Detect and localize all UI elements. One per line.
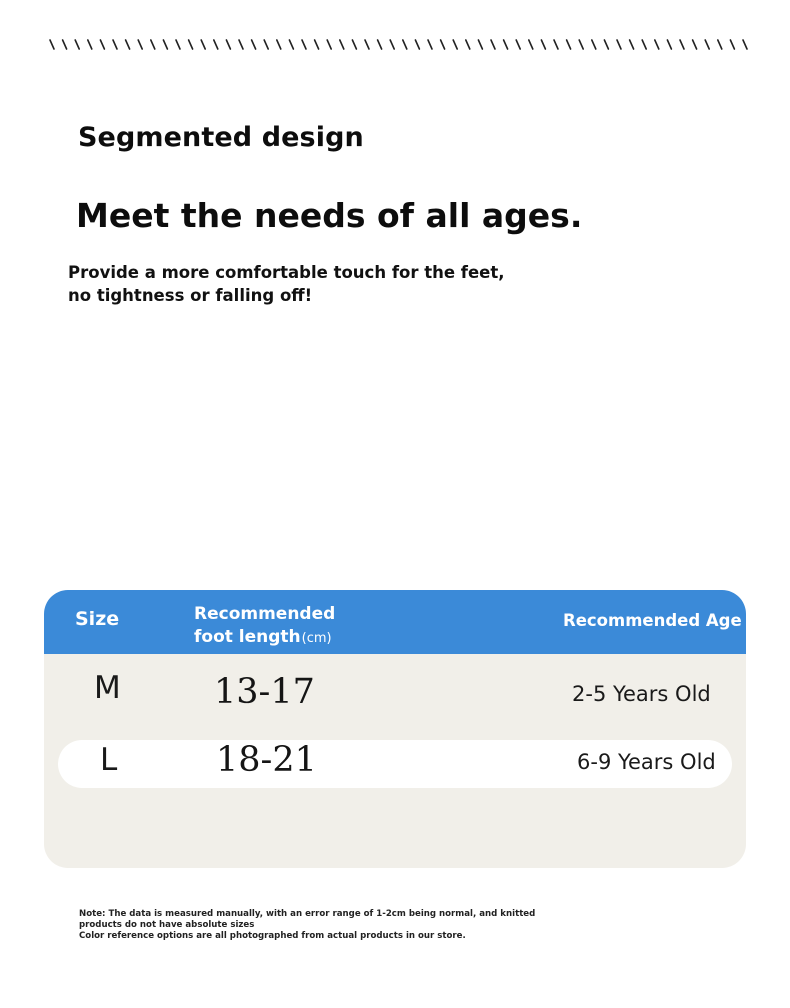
tick-mark (718, 40, 722, 49)
tick-mark (680, 40, 684, 49)
tick-mark (516, 40, 520, 49)
column-header-foot-length (194, 603, 335, 650)
tick-mark (604, 40, 608, 49)
tick-mark (378, 40, 382, 49)
tick-mark (264, 40, 268, 49)
page-subtitle: Meet the needs of all ages. (76, 196, 583, 235)
tick-mark (50, 40, 54, 49)
tick-mark (100, 40, 104, 49)
decorative-tick-border (48, 38, 748, 52)
tick-mark (201, 40, 205, 49)
tick-mark (239, 40, 243, 49)
tick-mark (63, 40, 67, 49)
tick-mark (579, 40, 583, 49)
page-title: Segmented design (78, 122, 364, 153)
tick-mark (189, 40, 193, 49)
size-table (44, 590, 746, 868)
column-header-age: Recommended Age (563, 611, 742, 630)
tick-mark (163, 40, 167, 49)
age-cell: 6-9 Years Old (577, 750, 716, 774)
column-header-foot-length-line1: Recommended (194, 604, 336, 624)
tick-mark (617, 40, 621, 49)
tick-mark (302, 40, 306, 49)
foot-length-unit: (cm) (301, 631, 332, 646)
tick-mark (88, 40, 92, 49)
tick-mark (630, 40, 634, 49)
tick-mark (743, 40, 747, 49)
tick-mark (705, 40, 709, 49)
tick-mark (567, 40, 571, 49)
footnote-line: Note: The data is measured manually, with an error range of 1-2cm being normal, and knitted (79, 909, 536, 919)
tick-mark (529, 40, 533, 49)
tick-mark (365, 40, 369, 49)
tick-mark (655, 40, 659, 49)
tick-mark (693, 40, 697, 49)
table-row (44, 662, 746, 724)
tick-mark (491, 40, 495, 49)
tick-mark (403, 40, 407, 49)
tick-mark (138, 40, 142, 49)
tick-mark (151, 40, 155, 49)
foot-length-label: foot length (194, 627, 301, 647)
footnote-line: products do not have absolute sizes (79, 920, 255, 930)
lead-text (68, 261, 505, 307)
tick-mark (176, 40, 180, 49)
table-row (58, 740, 732, 788)
tick-mark (289, 40, 293, 49)
tick-mark (113, 40, 117, 49)
footnote (79, 909, 549, 942)
foot-length-cell: 13-17 (214, 672, 315, 712)
tick-mark (277, 40, 281, 49)
table-header (44, 590, 746, 654)
foot-length-cell: 18-21 (216, 740, 317, 780)
tick-mark (428, 40, 432, 49)
tick-mark (226, 40, 230, 49)
tick-mark (642, 40, 646, 49)
tick-mark (541, 40, 545, 49)
tick-mark (592, 40, 596, 49)
tick-mark (390, 40, 394, 49)
tick-mark (730, 40, 734, 49)
tick-mark (315, 40, 319, 49)
tick-mark (75, 40, 79, 49)
tick-mark (466, 40, 470, 49)
age-cell: 2-5 Years Old (572, 682, 711, 706)
tick-mark (415, 40, 419, 49)
tick-mark (441, 40, 445, 49)
footnote-line: Color reference options are all photographed from actual products in our store. (79, 931, 466, 941)
tick-mark (453, 40, 457, 49)
column-header-size: Size (75, 608, 120, 630)
column-header-foot-length-line2 (194, 626, 335, 650)
tick-mark (340, 40, 344, 49)
tick-mark (214, 40, 218, 49)
tick-mark (667, 40, 671, 49)
tick-mark (252, 40, 256, 49)
tick-mark (126, 40, 130, 49)
tick-mark (554, 40, 558, 49)
tick-mark (504, 40, 508, 49)
size-cell: L (100, 742, 118, 778)
tick-mark (478, 40, 482, 49)
lead-line: Provide a more comfortable touch for the feet, (68, 263, 505, 282)
size-cell: M (94, 670, 121, 706)
lead-line: no tightness or falling off! (68, 286, 313, 305)
tick-mark (352, 40, 356, 49)
tick-mark (327, 40, 331, 49)
